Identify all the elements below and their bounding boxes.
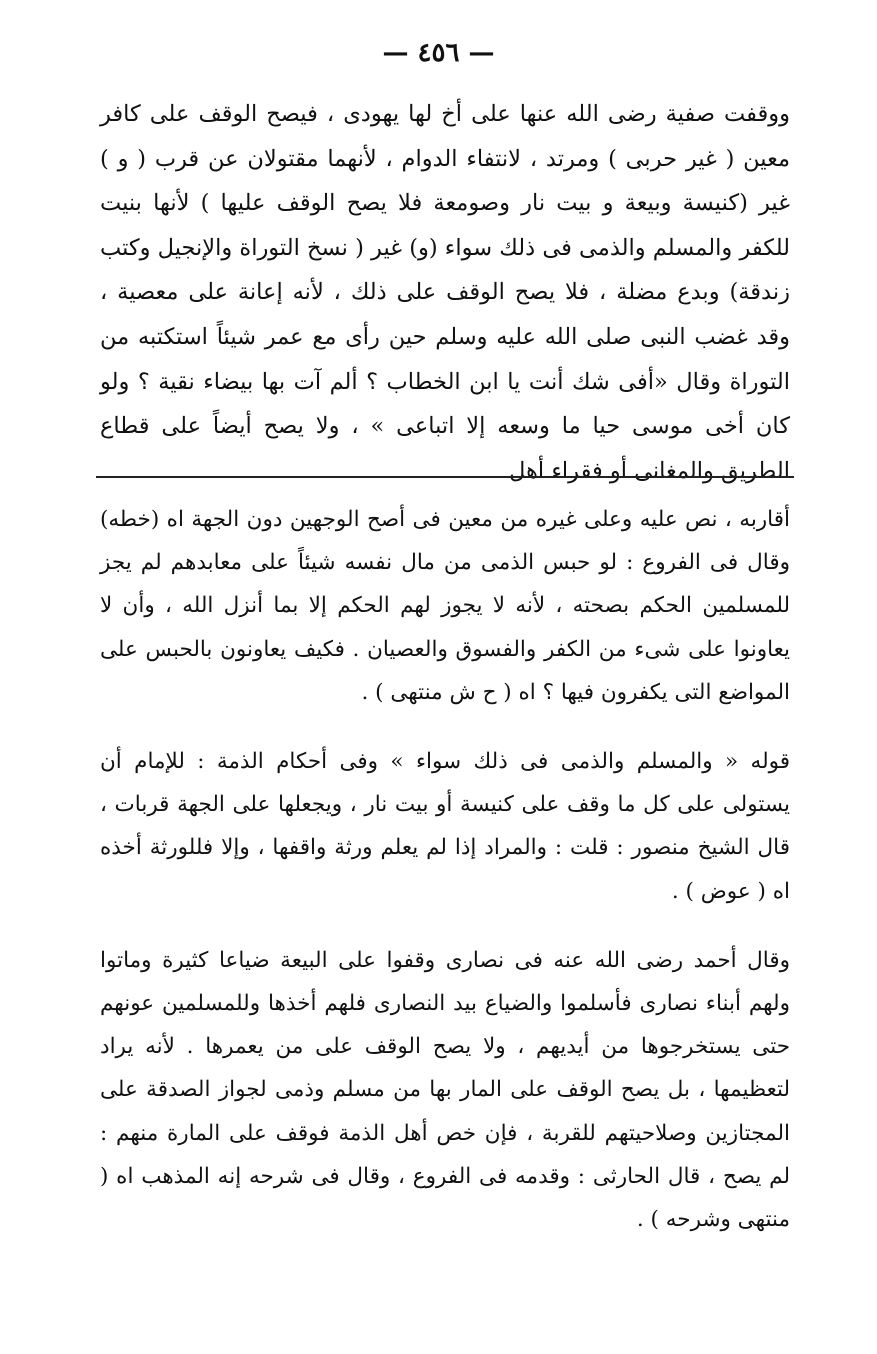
main-text — [100, 92, 790, 493]
footnote-3: وقال أحمد رضى الله عنه فى نصارى وقفوا على البيعة ضياعا كثيرة وماتوا ولهم أبناء نصارى فأسلموا والضياع بيد النصارى فلهم أخذها وللمسلمين عونهم حتى يستخرجوها من أيديهم ، ولا يصح الوقف على من يعمرها . لأنه يراد لتعظيمها ، بل يصح الوقف على المار بها من مسلم وذمى لجواز الصدقة على المجتازين وصلاحيتهم للقربة ، فإن خص أهل الذمة فوقف على المارة منهم : لم يصح ، قال الحارثى : وقدمه فى الفروع ، وقال فى شرحه إنه المذهب اه ( منتهى وشرحه ) . — [100, 947, 790, 1233]
footnote-1: أقاربه ، نص عليه وعلى غيره من معين فى أصح الوجهين دون الجهة اه (خطه) وقال فى الفروع : لو حبس الذمى من مال نفسه شيئاً على معابدهم لم يجز للمسلمين الحكم بصحته ، لأنه لا يجوز لهم الحكم إلا بما أنزل الله ، وأن لا يعاونوا على شىء من الكفر والفسوق والعصيان . فكيف يعاونون بالحبس على المواضع التى يكفرون فيها ؟ اه ( ح ش منتهى ) . — [100, 507, 790, 705]
footnotes — [100, 498, 790, 1241]
footnote-2: قوله « والمسلم والذمى فى ذلك سواء » وفى أحكام الذمة : للإمام أن يستولى على كل ما وقف على كنيسة أو بيت نار ، ويجعلها على الجهة قربات ، قال الشيخ منصور : قلت : والمراد إذا لم يعلم ورثة واقفها ، وإلا فللورثة أخذه اه ( عوض ) . — [100, 749, 790, 904]
page-number: — ٤٥٦ — — [382, 38, 495, 68]
footnote-divider — [96, 476, 794, 478]
main-paragraph: ووقفت صفية رضى الله عنها على أخ لها يهودى ، فيصح الوقف على كافر معين ( غير حربى ) ومرتد ، لانتفاء الدوام ، لأنهما مقتولان عن قرب ( و ) غير (كنيسة وبيعة و بيت نار وصومعة فلا يصح الوقف عليها ) لأنها بنيت للكفر والمسلم والذمى فى ذلك سواء (و) غير ( نسخ التوراة والإنجيل وكتب زندقة) وبدع مضلة ، فلا يصح الوقف على ذلك ، لأنه إعانة على معصية ، وقد غضب النبى صلى الله عليه وسلم حين رأى مع عمر شيئاً استكتبه من التوراة وقال «أفى شك أنت يا ابن الخطاب ؟ ألم آت بها بيضاء نقية ؟ ولو كان أخى موسى حيا ما وسعه إلا اتباعى » ، ولا يصح أيضاً على قطاع الطريق والمغانى أو فقراء أهل — [100, 101, 790, 484]
